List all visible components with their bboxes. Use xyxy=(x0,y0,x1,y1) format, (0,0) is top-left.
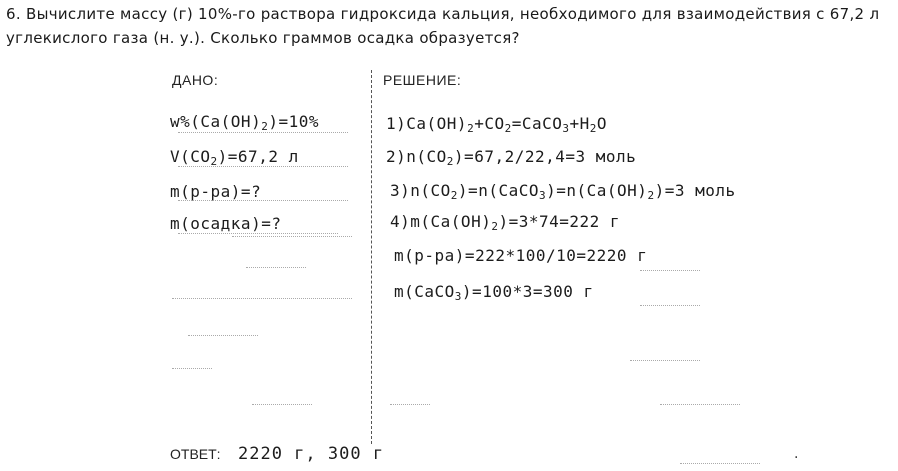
ruled-line xyxy=(680,463,760,464)
ruled-line xyxy=(630,360,700,361)
ruled-line xyxy=(172,368,212,369)
task-text xyxy=(6,2,896,50)
ruled-line xyxy=(178,233,338,234)
ruled-line xyxy=(188,335,258,336)
solution-step-2: $2)n(CO_2)=67,2/22,4=3$ моль xyxy=(386,147,637,168)
ruled-line xyxy=(252,404,312,405)
answer-value: 2220 г, 300 г xyxy=(238,444,385,464)
given-volume: $V(CO_2)=67,2$ л xyxy=(170,147,299,168)
ruled-line xyxy=(178,200,348,201)
given-header: ДАНО: xyxy=(172,72,219,88)
task-line-1: 6. Вычислите массу (г) 10%-го раствора гидроксида кальция, необходимого для взаимодействия с 67,2 л xyxy=(6,5,880,23)
answer-label: ОТВЕТ: xyxy=(170,446,221,462)
given-precipitate-mass: m(осадка)=? xyxy=(170,214,282,233)
ruled-line xyxy=(660,404,740,405)
solution-step-3: $3)n(CO_2)=n(CaCO_3)=n(Ca(OH)_2)=3$ моль xyxy=(390,181,736,202)
task-line-2: углекислого газа (н. у.). Сколько граммов осадка образуется? xyxy=(6,29,520,47)
ruled-line xyxy=(390,404,430,405)
solution-step-1: $1)Ca(OH)_2+CO_2=CaCO_3+H_2O$ xyxy=(386,114,608,135)
ruled-line xyxy=(640,270,700,271)
given-solution-mass: m(р-ра)=? xyxy=(170,182,262,201)
solution-step-4: $4)m(Ca(OH)_2)=3*74=222$ г xyxy=(390,212,621,233)
ruled-line xyxy=(178,132,348,133)
solution-step-5: m(р-ра)=222*100/10=2220 г xyxy=(394,246,648,265)
solution-header: РЕШЕНИЕ: xyxy=(383,72,462,88)
ruled-line xyxy=(246,267,306,268)
ruled-line xyxy=(178,166,348,167)
column-divider xyxy=(371,70,372,444)
ruled-line xyxy=(640,305,700,306)
solution-step-6: m(CaCO$_3$)=100*3=300 г xyxy=(394,282,594,303)
ruled-line xyxy=(232,236,352,237)
answer-period: . xyxy=(794,446,799,462)
given-mass-fraction: $w\%(Ca(OH)_2)=10\%$ xyxy=(170,112,319,133)
ruled-line xyxy=(172,298,352,299)
